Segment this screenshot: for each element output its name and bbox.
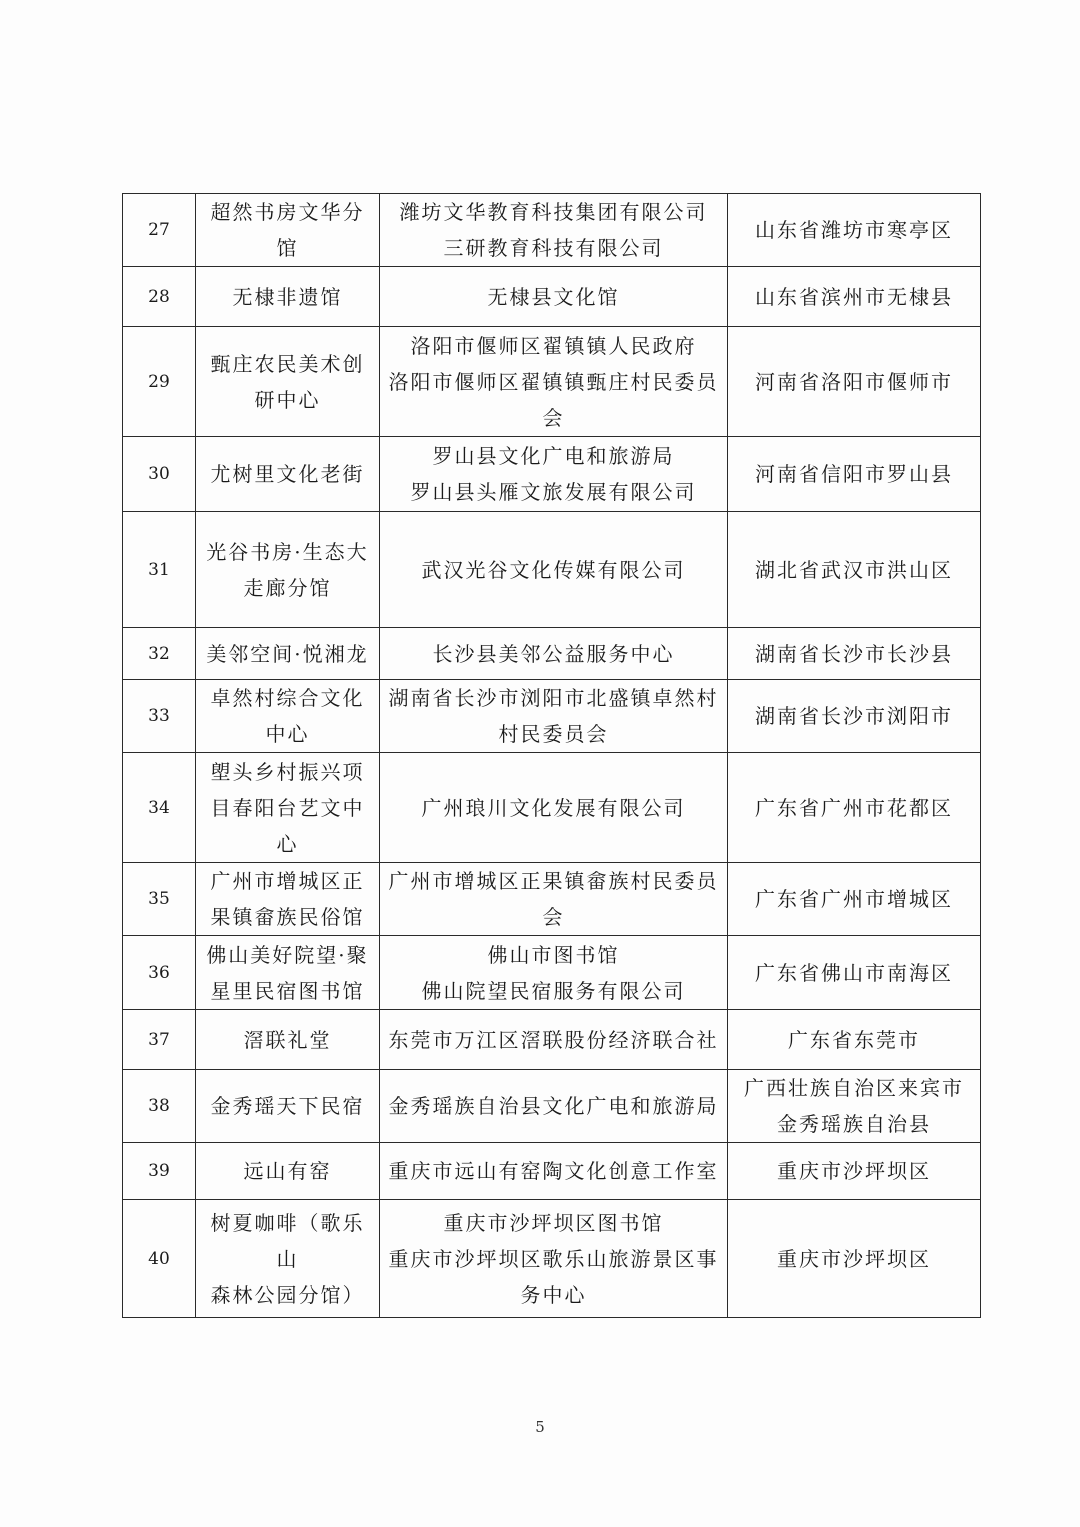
venue-name-cell — [196, 680, 380, 753]
table-row — [123, 1200, 981, 1318]
venue-name-cell-line: 森林公园分馆） — [210, 1282, 365, 1307]
table-row — [123, 512, 981, 628]
venue-name-cell — [196, 194, 380, 267]
venue-name-cell-line: 树夏咖啡（歌乐山 — [210, 1210, 365, 1271]
venue-name-cell — [196, 512, 380, 628]
venue-name-cell-line: 目春阳台艺文中 — [210, 795, 365, 820]
location-cell — [728, 1070, 981, 1143]
operator-cell-line: 村民委员会 — [498, 722, 609, 746]
location-cell — [728, 267, 981, 327]
row-number-cell: 35 — [123, 863, 196, 936]
venue-name-cell — [196, 267, 380, 327]
row-number-cell: 27 — [123, 194, 196, 267]
venue-name-cell — [196, 327, 380, 437]
operator-cell — [380, 437, 728, 512]
table-row — [123, 1070, 981, 1143]
venue-name-cell-line: 尤树里文化老街 — [210, 462, 365, 486]
operator-cell-line: 罗山县头雁文旅发展有限公司 — [410, 480, 697, 504]
venue-name-cell-line: 美邻空间·悦湘龙 — [206, 641, 369, 666]
location-cell-line: 河南省洛阳市偃师市 — [755, 369, 953, 394]
operator-cell-line: 罗山县文化广电和旅游局 — [432, 444, 675, 468]
operator-cell — [380, 753, 728, 863]
table-row — [123, 863, 981, 936]
location-cell-line: 山东省滨州市无棣县 — [755, 284, 953, 309]
table-row — [123, 327, 981, 437]
operator-cell-line: 无棣县文化馆 — [487, 284, 620, 309]
location-cell — [728, 753, 981, 863]
table-row — [123, 1143, 981, 1200]
operator-cell-line: 重庆市沙坪坝区歌乐山旅游景区事 — [388, 1246, 719, 1271]
location-cell-line: 广东省广州市花都区 — [755, 795, 953, 820]
location-cell — [728, 1143, 981, 1200]
row-number-cell: 29 — [123, 327, 196, 437]
operator-cell-line: 广州琅川文化发展有限公司 — [421, 795, 686, 820]
venue-name-cell-line: 佛山美好院望·聚 — [206, 942, 369, 967]
operator-cell — [380, 1143, 728, 1200]
row-number-cell: 37 — [123, 1010, 196, 1070]
venue-name-cell — [196, 437, 380, 512]
location-cell-line: 重庆市沙坪坝区 — [777, 1159, 931, 1183]
operator-cell-line: 洛阳市偃师区翟镇镇人民政府 — [410, 333, 697, 358]
table-row — [123, 680, 981, 753]
operator-cell-line: 湖南省长沙市浏阳市北盛镇卓然村 — [388, 686, 719, 710]
table-row — [123, 437, 981, 512]
venue-name-cell-line: 中心 — [265, 722, 310, 746]
location-cell — [728, 1200, 981, 1318]
row-number-cell: 33 — [123, 680, 196, 753]
venue-name-cell — [196, 753, 380, 863]
table-row — [123, 194, 981, 267]
operator-cell-line: 重庆市沙坪坝区图书馆 — [443, 1210, 664, 1235]
venue-name-cell-line: 心 — [276, 831, 299, 856]
location-cell-line: 金秀瑶族自治县 — [777, 1112, 931, 1136]
location-cell — [728, 680, 981, 753]
location-cell — [728, 327, 981, 437]
operator-cell — [380, 936, 728, 1010]
row-number-cell: 28 — [123, 267, 196, 327]
operator-cell — [380, 1200, 728, 1318]
venue-table — [122, 193, 981, 1318]
operator-cell-line: 会 — [542, 905, 565, 929]
location-cell-line: 广东省佛山市南海区 — [755, 960, 953, 985]
venue-name-cell-line: 无棣非遗馆 — [232, 284, 343, 309]
table-row — [123, 936, 981, 1010]
row-number-cell: 30 — [123, 437, 196, 512]
operator-cell-line: 佛山市图书馆 — [487, 942, 620, 967]
operator-cell — [380, 680, 728, 753]
venue-name-cell-line: 卓然村综合文化 — [210, 686, 365, 710]
row-number-cell: 32 — [123, 628, 196, 680]
venue-name-cell-line: 光谷书房·生态大 — [206, 539, 369, 564]
row-number-cell: 38 — [123, 1070, 196, 1143]
location-cell — [728, 437, 981, 512]
operator-cell — [380, 267, 728, 327]
operator-cell-line: 武汉光谷文化传媒有限公司 — [421, 557, 686, 582]
location-cell-line: 山东省潍坊市寒亭区 — [755, 218, 953, 242]
location-cell-line: 广东省广州市增城区 — [755, 887, 953, 911]
location-cell — [728, 863, 981, 936]
venue-name-cell-line: 星里民宿图书馆 — [210, 978, 365, 1003]
row-number-cell: 39 — [123, 1143, 196, 1200]
operator-cell — [380, 512, 728, 628]
venue-name-cell-line: 超然书房文华分 — [210, 200, 365, 224]
location-cell-line: 重庆市沙坪坝区 — [777, 1246, 931, 1271]
venue-name-cell-line: 塱头乡村振兴项 — [210, 759, 365, 784]
location-cell — [728, 512, 981, 628]
location-cell — [728, 628, 981, 680]
operator-cell-line: 潍坊文华教育科技集团有限公司 — [399, 200, 708, 224]
venue-name-cell-line: 远山有窑 — [243, 1159, 332, 1183]
location-cell-line: 湖南省长沙市长沙县 — [755, 641, 953, 666]
venue-name-cell-line: 研中心 — [254, 387, 321, 412]
venue-name-cell-line: 馆 — [276, 236, 299, 260]
location-cell — [728, 1010, 981, 1070]
operator-cell-line: 长沙县美邻公益服务中心 — [432, 641, 675, 666]
table-row — [123, 267, 981, 327]
row-number-cell: 36 — [123, 936, 196, 1010]
row-number-cell: 31 — [123, 512, 196, 628]
venue-table-body — [123, 194, 981, 1318]
operator-cell-line: 三研教育科技有限公司 — [443, 236, 664, 260]
location-cell-line: 广东省东莞市 — [788, 1027, 920, 1052]
venue-name-cell — [196, 628, 380, 680]
venue-name-cell — [196, 936, 380, 1010]
venue-name-cell-line: 甄庄农民美术创 — [210, 351, 365, 376]
venue-name-cell-line: 金秀瑶天下民宿 — [210, 1094, 365, 1118]
venue-name-cell — [196, 1070, 380, 1143]
venue-name-cell-line: 走廊分馆 — [243, 575, 332, 600]
page-number: 5 — [535, 1418, 545, 1436]
operator-cell — [380, 1070, 728, 1143]
location-cell-line: 河南省信阳市罗山县 — [755, 462, 953, 486]
venue-name-cell-line: 滘联礼堂 — [243, 1027, 332, 1052]
location-cell-line: 湖南省长沙市浏阳市 — [755, 704, 953, 728]
location-cell — [728, 936, 981, 1010]
location-cell-line: 广西壮族自治区来宾市 — [744, 1076, 964, 1100]
venue-name-cell — [196, 1200, 380, 1318]
operator-cell-line: 广州市增城区正果镇畲族村民委员 — [388, 869, 719, 893]
table-row — [123, 628, 981, 680]
operator-cell-line: 重庆市远山有窑陶文化创意工作室 — [388, 1159, 719, 1183]
location-cell — [728, 194, 981, 267]
operator-cell — [380, 863, 728, 936]
row-number-cell: 40 — [123, 1200, 196, 1318]
venue-name-cell — [196, 863, 380, 936]
operator-cell — [380, 1010, 728, 1070]
location-cell-line: 湖北省武汉市洪山区 — [755, 557, 953, 582]
operator-cell — [380, 327, 728, 437]
venue-name-cell-line: 果镇畲族民俗馆 — [210, 905, 365, 929]
table-row — [123, 753, 981, 863]
operator-cell-line: 佛山院望民宿服务有限公司 — [421, 978, 686, 1003]
operator-cell-line: 金秀瑶族自治县文化广电和旅游局 — [388, 1094, 719, 1118]
operator-cell-line: 会 — [542, 405, 565, 430]
venue-name-cell — [196, 1143, 380, 1200]
venue-name-cell-line: 广州市增城区正 — [210, 869, 365, 893]
operator-cell-line: 洛阳市偃师区翟镇镇甄庄村民委员 — [388, 369, 719, 394]
venue-name-cell — [196, 1010, 380, 1070]
operator-cell-line: 东莞市万江区滘联股份经济联合社 — [388, 1027, 719, 1052]
table-row — [123, 1010, 981, 1070]
operator-cell-line: 务中心 — [520, 1282, 587, 1307]
operator-cell — [380, 628, 728, 680]
row-number-cell: 34 — [123, 753, 196, 863]
operator-cell — [380, 194, 728, 267]
